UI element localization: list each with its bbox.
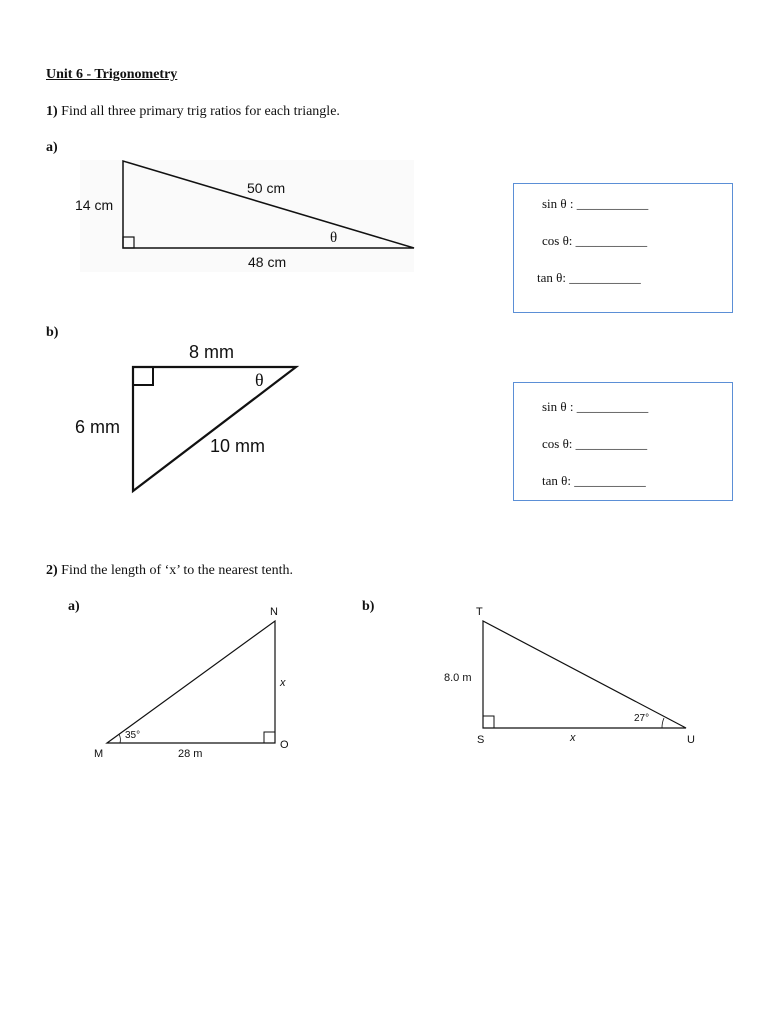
- triangle-2b-base-x: x: [570, 732, 576, 744]
- page-title: Unit 6 - Trigonometry: [46, 67, 178, 82]
- part-2a-label: a): [68, 599, 80, 614]
- vertex-n: N: [270, 606, 278, 618]
- triangle-2a-angle: 35°: [125, 730, 141, 741]
- vertex-s: S: [477, 734, 485, 746]
- triangle-1b-top: 8 mm: [189, 342, 234, 362]
- question-1-text: Find all three primary trig ratios for each triangle.: [61, 104, 340, 119]
- triangle-1b-left-side: 6 mm: [75, 417, 120, 437]
- triangle-1b-angle: θ: [255, 370, 264, 390]
- answer-1a-sin[interactable]: sin θ : ___________: [542, 196, 649, 211]
- triangle-1a-left-side: 14 cm: [75, 197, 114, 213]
- vertex-m: M: [94, 748, 104, 760]
- triangle-2a-base: 28 m: [178, 748, 203, 760]
- answer-1b-tan[interactable]: tan θ: ___________: [542, 473, 646, 488]
- triangle-2b-side: 8.0 m: [444, 672, 472, 684]
- triangle-1a-hypotenuse: 50 cm: [247, 180, 286, 196]
- vertex-t: T: [476, 606, 483, 618]
- triangle-1a-angle: θ: [330, 230, 338, 246]
- triangle-1a-base: 48 cm: [248, 254, 287, 270]
- angle-arc-2b: [662, 718, 664, 728]
- part-2b-label: b): [362, 599, 375, 614]
- triangle-2b-shape: [483, 621, 686, 728]
- question-2-text: Find the length of ‘x’ to the nearest tenth.: [61, 563, 294, 578]
- triangle-2a-side-x: x: [280, 677, 286, 689]
- triangle-2b-angle: 27°: [634, 713, 650, 724]
- triangle-1b-hypotenuse: 10 mm: [210, 436, 266, 456]
- answer-1a-cos[interactable]: cos θ: ___________: [542, 233, 648, 248]
- answer-1a-tan[interactable]: tan θ: ___________: [537, 270, 641, 285]
- question-1-number: 1): [46, 104, 58, 119]
- answer-1b-cos[interactable]: cos θ: ___________: [542, 436, 648, 451]
- part-1b-label: b): [46, 325, 59, 340]
- vertex-o: O: [280, 739, 289, 751]
- vertex-u: U: [687, 734, 695, 746]
- answer-1b-sin[interactable]: sin θ : ___________: [542, 399, 649, 414]
- question-2-number: 2): [46, 563, 58, 578]
- right-angle-mark-2b: [483, 716, 494, 728]
- part-1a-label: a): [46, 140, 58, 155]
